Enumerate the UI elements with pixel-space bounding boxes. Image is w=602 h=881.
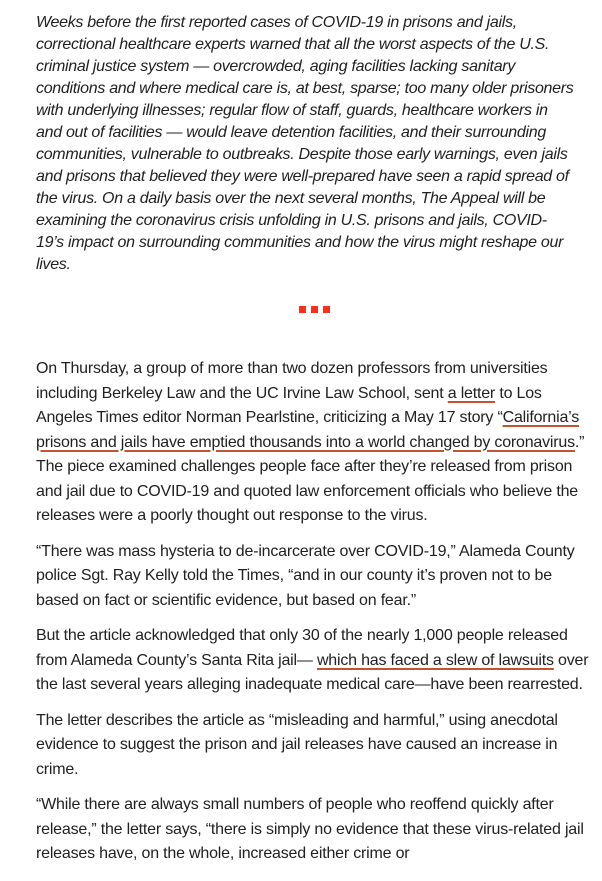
- paragraph-text: “There was mass hysteria to de-incarcerate over COVID-19,” Alameda County police Sgt. Ray Kelly told the Times, “and in our county it’s proven not to be based on fact or scientific evidence, but based on fear.”: [36, 542, 575, 609]
- paragraph-text: .” The piece examined challenges people face after they’re released from prison and jail due to COVID-19 and quoted law enforcement officials who believe the releases were a poorly thought out response to the virus.: [36, 433, 585, 524]
- paragraph-text: over the last several years alleging inadequate medical care—have been rearrested.: [36, 651, 589, 693]
- divider-square: [311, 306, 318, 313]
- body-paragraph: [36, 624, 592, 698]
- body-paragraph: [36, 540, 592, 614]
- section-divider: [36, 306, 592, 313]
- paragraph-text: to Los Angeles Times editor Norman Pearlstine, criticizing a May 17 story “: [36, 384, 542, 426]
- divider-square: [323, 306, 330, 313]
- divider-square: [299, 306, 306, 313]
- body-paragraph: [36, 709, 592, 783]
- inline-link[interactable]: a letter: [447, 384, 496, 402]
- inline-link[interactable]: which has faced a slew of lawsuits: [316, 651, 554, 669]
- paragraph-text: On Thursday, a group of more than two dozen professors from universities including Berkeley Law and the UC Irvine Law School, sent: [36, 360, 548, 402]
- paragraph-text: “While there are always small numbers of people who reoffend quickly after release,” the letter says, “there is simply no evidence that these virus-related jail releases have, on the whole, increased either crime or: [36, 796, 584, 862]
- paragraph-text: The letter describes the article as “misleading and harmful,” using anecdotal evidence to suggest the prison and jail releases have caused an increase in crime.: [36, 711, 558, 778]
- intro-paragraph: Weeks before the first reported cases of COVID-19 in prisons and jails, correctional healthcare experts warned that all the worst aspects of the U.S. criminal justice system — overcrowded, aging facilities lacking sanitary conditions and where medical care is, at best, sparse; too many older prisoners with underlying illnesses; regular flow of staff, guards, healthcare workers in and out of facilities — would leave detention facilities, and their surrounding communities, vulnerable to outbreaks. Despite those early warnings, even jails and prisons that believed they were well-prepared have seen a rapid spread of the virus. On a daily basis over the next several months, The Appeal will be examining the coronavirus crisis unfolding in U.S. prisons and jails, COVID-19’s impact on surrounding communities and how the virus might reshape our lives.: [36, 14, 574, 273]
- paragraph-text: But the article acknowledged that only 30 of the nearly 1,000 people released from Alameda County’s Santa Rita jail—: [36, 627, 568, 669]
- paragraphs-container: [36, 357, 592, 867]
- body-paragraph: [36, 793, 592, 867]
- inline-link[interactable]: California’s prisons and jails have emptied thousands into a world changed by coronavirus: [36, 409, 580, 451]
- body-paragraph: [36, 357, 592, 529]
